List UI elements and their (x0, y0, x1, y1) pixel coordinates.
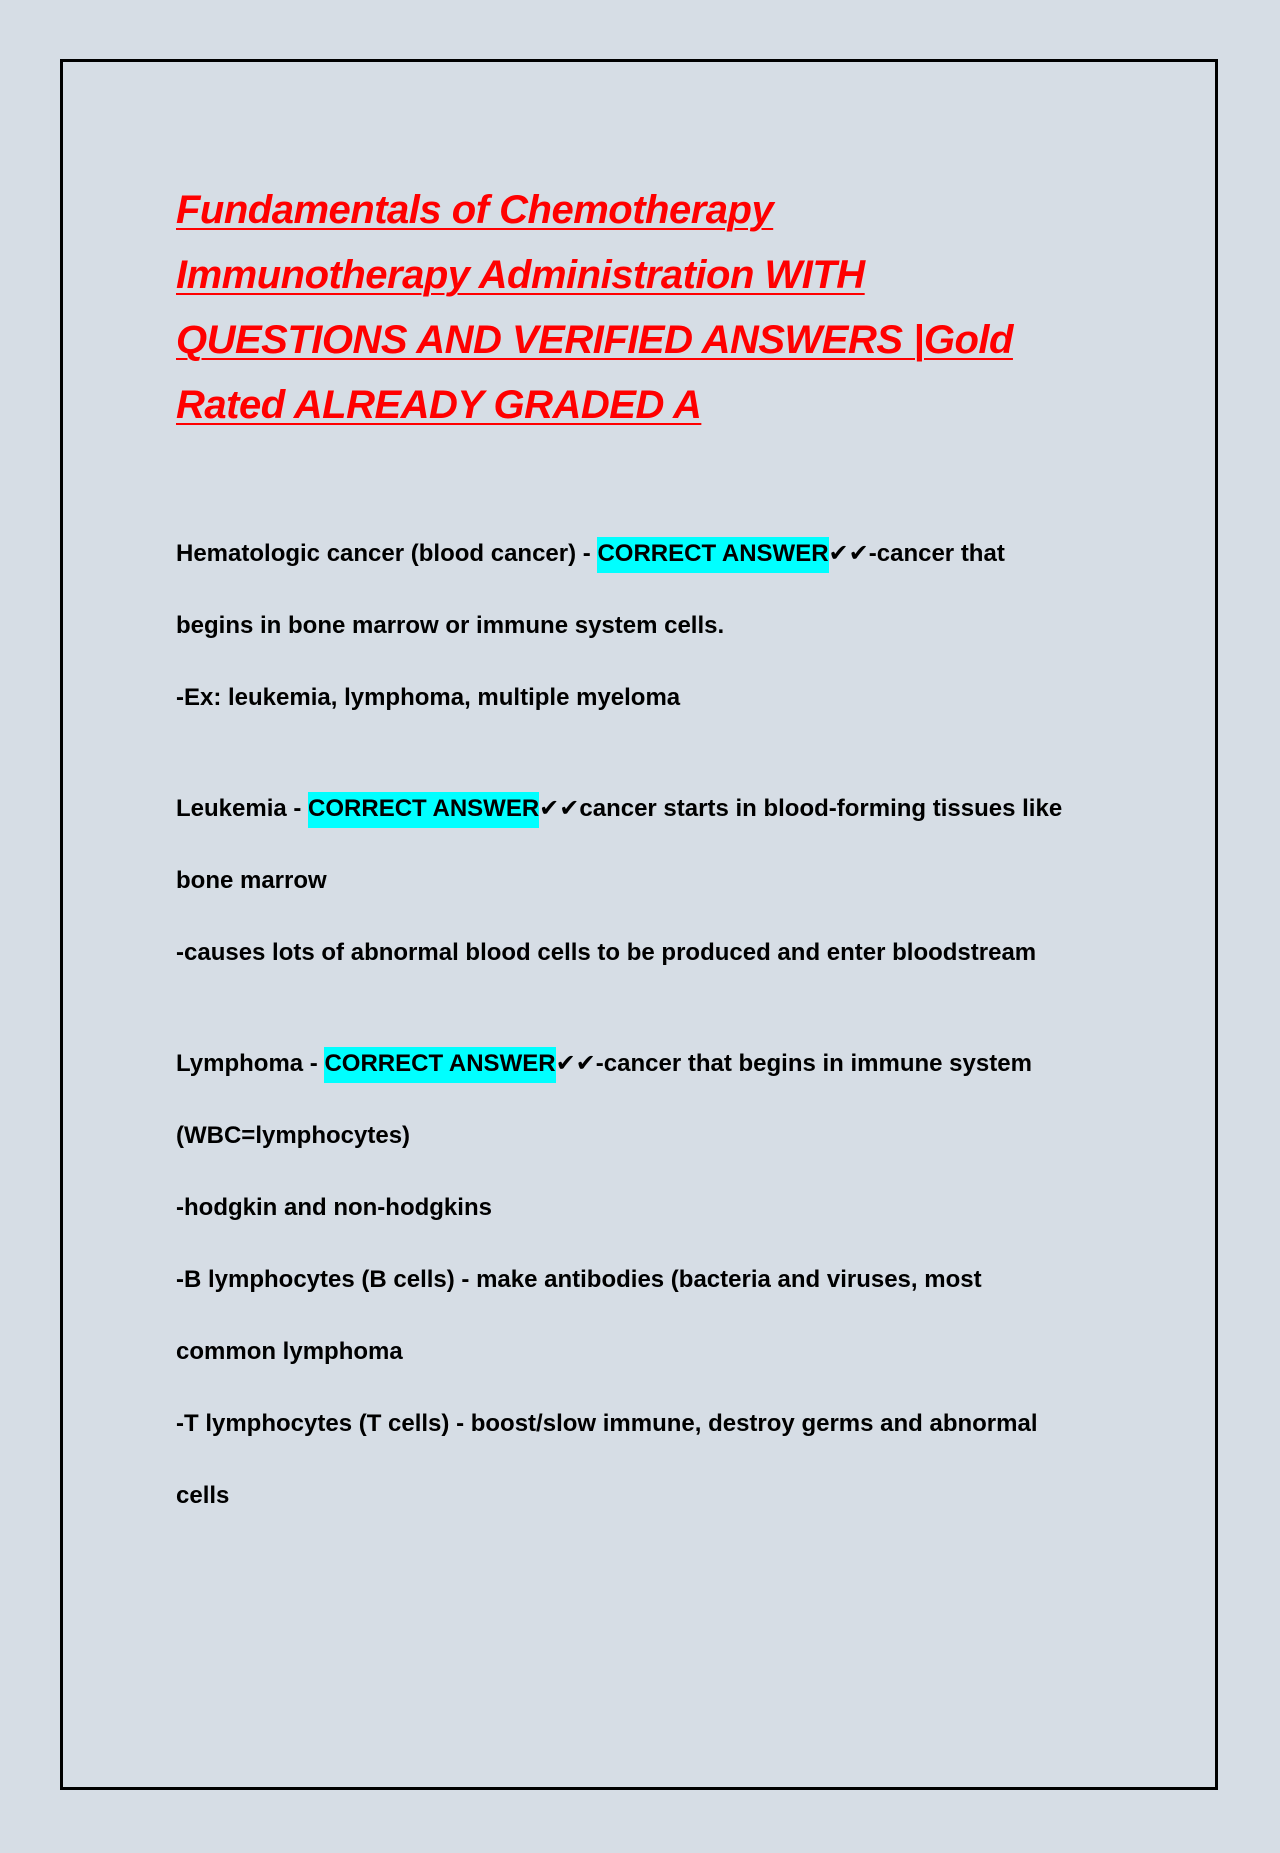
qa-list (176, 536, 1136, 1514)
qa-term: Lymphoma - (176, 1050, 325, 1077)
qa-answer-line: -T lymphocytes (T cells) - boost/slow immune, destroy germs and abnormal (176, 1410, 1038, 1437)
qa-answer-line: common lymphoma (176, 1338, 403, 1365)
qa-first-line (176, 1046, 1136, 1082)
qa-first-line (176, 791, 1136, 827)
document-body (176, 178, 1136, 1589)
qa-answer-line: begins in bone marrow or immune system cells. (176, 612, 725, 639)
check-marks-icon: ✔✔ (555, 1050, 596, 1077)
qa-answer-line: -Ex: leukemia, lymphoma, multiple myeloma (176, 684, 681, 711)
qa-item-lymphoma (176, 1046, 1136, 1514)
qa-answer-start: cancer starts in blood-forming tissues like (579, 795, 1063, 822)
correct-answer-marker: CORRECT ANSWER (324, 1047, 555, 1083)
correct-answer-marker: CORRECT ANSWER (308, 792, 539, 828)
qa-answer-line: (WBC=lymphocytes) (176, 1122, 411, 1149)
qa-answer-line: cells (176, 1482, 230, 1509)
qa-first-line (176, 536, 1136, 572)
qa-answer-start: -cancer that begins in immune system (595, 1050, 1032, 1077)
qa-item-hematologic-cancer (176, 536, 1136, 716)
qa-answer-line: -hodgkin and non-hodgkins (176, 1194, 492, 1221)
qa-term: Leukemia - (176, 795, 309, 822)
qa-answer-line: bone marrow (176, 867, 327, 894)
correct-answer-marker: CORRECT ANSWER (597, 537, 828, 573)
check-marks-icon: ✔✔ (539, 795, 580, 822)
qa-answer-line: -causes lots of abnormal blood cells to be produced and enter bloodstream (176, 939, 1037, 966)
qa-answer-line: -B lymphocytes (B cells) - make antibodies (bacteria and viruses, most (176, 1266, 982, 1293)
check-marks-icon: ✔✔ (828, 540, 869, 567)
qa-item-leukemia (176, 791, 1136, 971)
title-line: Immunotherapy Administration WITH (176, 253, 865, 297)
document-title (176, 178, 1136, 438)
title-line: QUESTIONS AND VERIFIED ANSWERS |Gold (176, 318, 1013, 362)
title-line: Fundamentals of Chemotherapy (176, 188, 774, 232)
qa-term: Hematologic cancer (blood cancer) - (176, 540, 598, 567)
title-line: Rated ALREADY GRADED A (176, 383, 702, 427)
qa-answer-start: -cancer that (868, 540, 1005, 567)
